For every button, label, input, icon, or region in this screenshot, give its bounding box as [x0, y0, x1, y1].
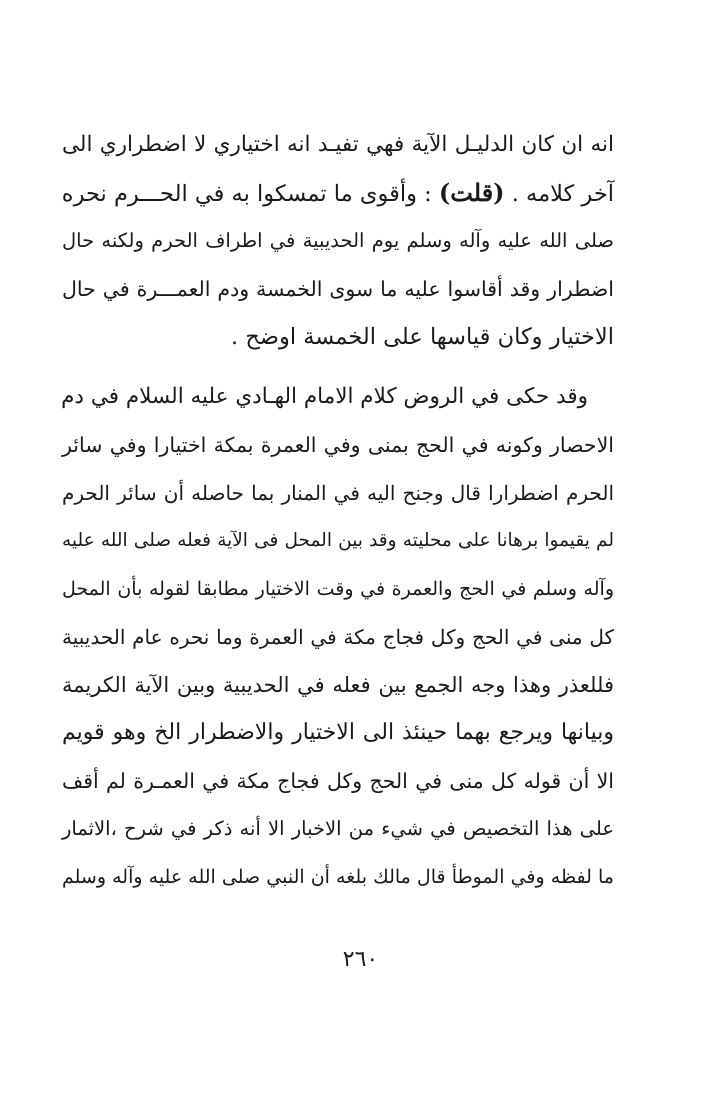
text-line: الحرم اضطرارا قال وجنح اليه في المنار بما حاصله أن سائر الحرم	[62, 481, 614, 505]
text-line: وبيانها ويرجع بهما حينئذ الى الاختيار والاضطرار الخ وهو قويم	[62, 720, 614, 745]
text-line: انه ان كان الدليـل الآية فهي تفيـد انه اختياري لا اضطراري الى	[62, 132, 614, 157]
text-line: الاختيار وكان قياسها على الخمسة اوضح .	[231, 324, 614, 350]
text-line: على هذا التخصيص في شيء من الاخبار الا أنه ذكر في شرح ،الاثمار	[62, 817, 614, 840]
text-line: ما لفظه وفي الموطأ قال مالك بلغه أن النبي صلى الله عليه وآله وسلم	[62, 866, 614, 888]
text-line: الا أن قوله كل منى في الحج وكل فجاج مكة في العمـرة لم أقف	[62, 769, 614, 793]
qult-marker: (قلت)	[438, 178, 505, 207]
text-line: كل منى في الحج وكل فجاج مكة في العمرة وما نحره عام الحديبية	[62, 625, 614, 649]
text-segment: : وأقوى ما تمسكوا به في الحـــرم نحره	[61, 181, 432, 207]
paragraph-1	[62, 121, 614, 361]
text-line-with-qult	[62, 169, 614, 217]
text-line: اضطرار وقد أقاسوا عليه ما سوى الخمسة ودم العمـــرة في حال	[62, 277, 614, 301]
text-line: وآله وسلم في الحج والعمرة في وقت الاختيار مطابقا لقوله بأن المحل	[62, 578, 614, 600]
page-number: ٢٦٠	[342, 947, 379, 972]
text-line: صلى الله عليه وآله وسلم يوم الحديبية في اطراف الحرم ولكنه حال	[62, 229, 614, 252]
text-line: لم يقيموا برهانا على محليته وقد بين المحل فى الآية فعله صلى الله عليه	[62, 530, 614, 551]
text-line: فللعذر وهذا وجه الجمع بين فعله في الحديبية وبين الآية الكريمة	[62, 673, 614, 697]
text-segment: آخر كلامه .	[511, 181, 614, 207]
paragraph-2	[62, 373, 614, 901]
text-line: الاحصار وكونه في الحج بمنى وفي العمرة بمكة اختيارا وفي سائر	[62, 433, 614, 457]
text-line: وقد حكى في الروض كلام الامام الهـادي عليه السلام في دم	[61, 384, 588, 409]
